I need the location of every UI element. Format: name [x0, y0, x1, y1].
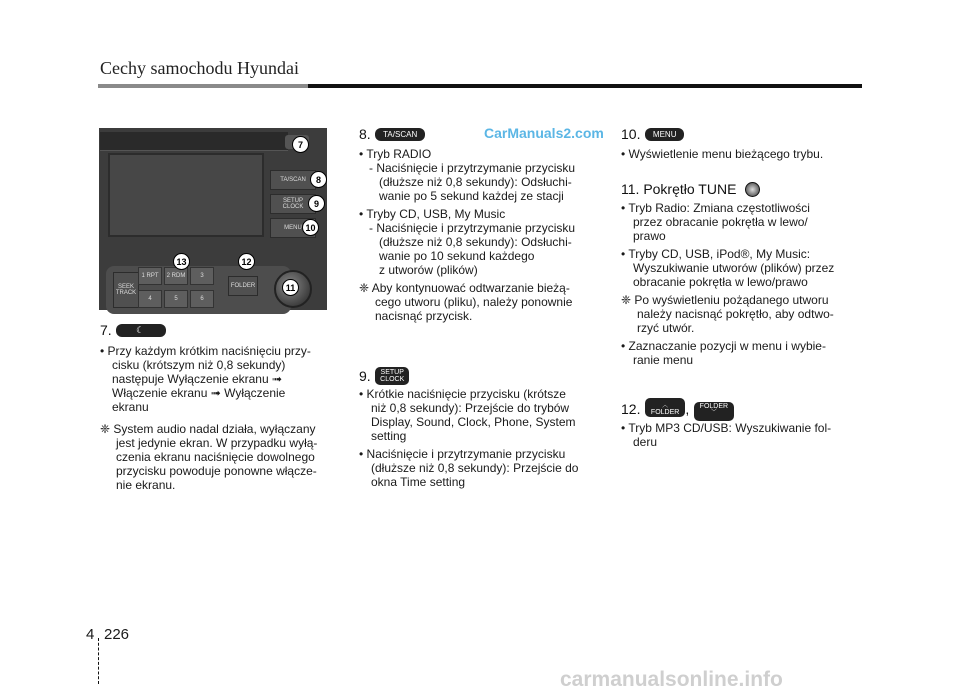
section-number: 10.	[621, 126, 641, 142]
section-11-heading	[621, 181, 760, 199]
section-7-body	[100, 344, 352, 492]
section-10-body	[621, 147, 865, 161]
callout-12: 12	[238, 253, 255, 270]
text-line: jest jedynie ekran. W przypadku wyłą-	[116, 436, 318, 450]
section-8-heading	[359, 126, 425, 144]
section-9-body	[359, 387, 603, 489]
text-line: przycisku powoduje ponowne włącze-	[116, 464, 317, 478]
text-line: okna Time setting	[371, 475, 466, 489]
text-line: ❈ System audio nadal działa, wyłączany	[100, 422, 316, 436]
section-number: 12.	[621, 401, 641, 417]
menu-pill: MENU	[645, 128, 685, 141]
callout-7: 7	[292, 136, 309, 153]
section-12-body	[621, 421, 865, 449]
chevron-up-icon: ︿	[662, 403, 669, 409]
moon-icon: ☾	[136, 325, 145, 336]
text-line: wanie po 5 sekund każdej ze stacji	[379, 189, 564, 203]
text-line: ❈ Po wyświetleniu pożądanego utworu	[621, 293, 829, 307]
text-line: • Tryby CD, USB, iPod®, My Music:	[621, 247, 811, 261]
callout-8: 8	[310, 171, 327, 188]
text-line: nie ekranu.	[116, 478, 176, 492]
text-line: następuje Wyłączenie ekranu ➟	[112, 372, 283, 386]
text-line: czenia ekranu naciśnięcie dowolnego	[116, 450, 315, 464]
callout-10: 10	[302, 219, 319, 236]
preset-key: 1 RPT	[138, 267, 162, 285]
preset-key: 2 RDM	[164, 267, 188, 285]
text-line: rzyć utwór.	[637, 321, 695, 335]
text-line: ❈ Aby kontynuować odtwarzanie bieżą-	[359, 281, 570, 295]
text-line: • Tryb MP3 CD/USB: Wyszukiwanie fol-	[621, 421, 832, 435]
preset-key: 3	[190, 267, 214, 285]
section-number: 8.	[359, 126, 371, 142]
text-line: z utworów (plików)	[379, 263, 478, 277]
text-line: należy nacisnąć pokrętło, aby odtwo-	[637, 307, 834, 321]
text-line: setting	[371, 429, 407, 443]
text-line: cego utworu (pliku), należy ponownie	[375, 295, 573, 309]
text-line: deru	[633, 435, 658, 449]
ta-scan-key: TA/SCAN	[270, 170, 316, 190]
text-line: (dłuższe niż 0,8 sekundy): Przejście do	[371, 461, 579, 475]
header-rule-accent	[98, 84, 308, 88]
preset-key: 6	[190, 290, 214, 308]
text-line: • Tryb Radio: Zmiana częstotliwości	[621, 201, 810, 215]
text-line: wanie po 10 sekund każdego	[379, 249, 535, 263]
section-9-heading	[359, 367, 409, 386]
callout-9: 9	[308, 195, 325, 212]
folder-down-pill	[694, 402, 734, 421]
text-line: • Wyświetlenie menu bieżącego trybu.	[621, 147, 824, 161]
section-12-heading	[621, 398, 734, 421]
pill-label: FOLDER	[650, 409, 680, 416]
text-line: (dłuższe niż 0,8 sekundy): Odsłuchi-	[379, 175, 572, 189]
setup-clock-key: SETUP CLOCK	[270, 194, 316, 214]
page-number: 226	[104, 626, 130, 643]
text-line: Włączenie ekranu ➟ Wyłączenie	[112, 386, 286, 400]
text-line: ekranu	[112, 400, 149, 414]
text-line: (dłuższe niż 0,8 sekundy): Odsłuchi-	[379, 235, 572, 249]
watermark: CarManuals2.com	[484, 125, 604, 141]
moon-pill	[116, 324, 166, 337]
text-line: Wyszukiwanie utworów (plików) przez	[633, 261, 835, 275]
section-11-body	[621, 201, 865, 367]
section-10-heading	[621, 126, 684, 144]
setup-clock-pill	[375, 367, 409, 385]
text-line: obracanie pokrętła w lewo/prawo	[633, 275, 808, 289]
text-line: • Tryb RADIO	[359, 147, 432, 161]
preset-key: 4	[138, 290, 162, 308]
folder-up-pill	[645, 398, 685, 417]
text-line: - Naciśnięcie i przytrzymanie przycisku	[369, 221, 576, 235]
text-line: • Krótkie naciśnięcie przycisku (krótsze	[359, 387, 566, 401]
text-line: cisku (krótszym niż 0,8 sekundy)	[112, 358, 286, 372]
folder-key: FOLDER	[228, 276, 258, 296]
text-line: przez obracanie pokrętła w lewo/	[633, 215, 808, 229]
text-line: - Naciśnięcie i przytrzymanie przycisku	[369, 161, 576, 175]
ta-scan-pill: TA/SCAN	[375, 128, 425, 141]
section-number: 9.	[359, 368, 371, 384]
chevron-down-icon: ﹀	[710, 410, 717, 416]
display-screen	[108, 153, 264, 237]
footer-watermark: carmanualsonline.info	[560, 668, 783, 691]
text-line: prawo	[633, 229, 666, 243]
pill-label: FOLDER	[699, 403, 729, 410]
page-header-title: Cechy samochodu Hyundai	[100, 58, 299, 78]
preset-key: 5	[164, 290, 188, 308]
seek-track-key: SEEK TRACK	[113, 272, 139, 308]
footer-rule	[98, 638, 99, 684]
pill-line: CLOCK	[380, 376, 405, 383]
text-line: • Naciśnięcie i przytrzymanie przycisku	[359, 447, 566, 461]
chapter-number: 4	[86, 626, 95, 643]
tune-knob-icon	[745, 182, 760, 197]
callout-11: 11	[282, 279, 299, 296]
comma: ,	[685, 401, 690, 417]
text-line: nacisnąć przycisk.	[375, 309, 473, 323]
callout-13: 13	[173, 253, 190, 270]
section-8-body	[359, 147, 603, 323]
text-line: niż 0,8 sekundy): Przejście do trybów	[371, 401, 570, 415]
pill-line: SETUP	[380, 369, 404, 376]
section-number: 7.	[100, 322, 112, 338]
menu-key: MENU	[270, 218, 316, 238]
cd-slot	[100, 132, 288, 151]
section-7-heading	[100, 322, 166, 340]
text-line: ranie menu	[633, 353, 694, 367]
section-title: 11. Pokrętło TUNE	[621, 181, 737, 197]
text-line: Display, Sound, Clock, Phone, System	[371, 415, 576, 429]
text-line: • Tryby CD, USB, My Music	[359, 207, 506, 221]
text-line: • Zaznaczanie pozycji w menu i wybie-	[621, 339, 826, 353]
text-line: • Przy każdym krótkim naciśnięciu przy-	[100, 344, 311, 358]
